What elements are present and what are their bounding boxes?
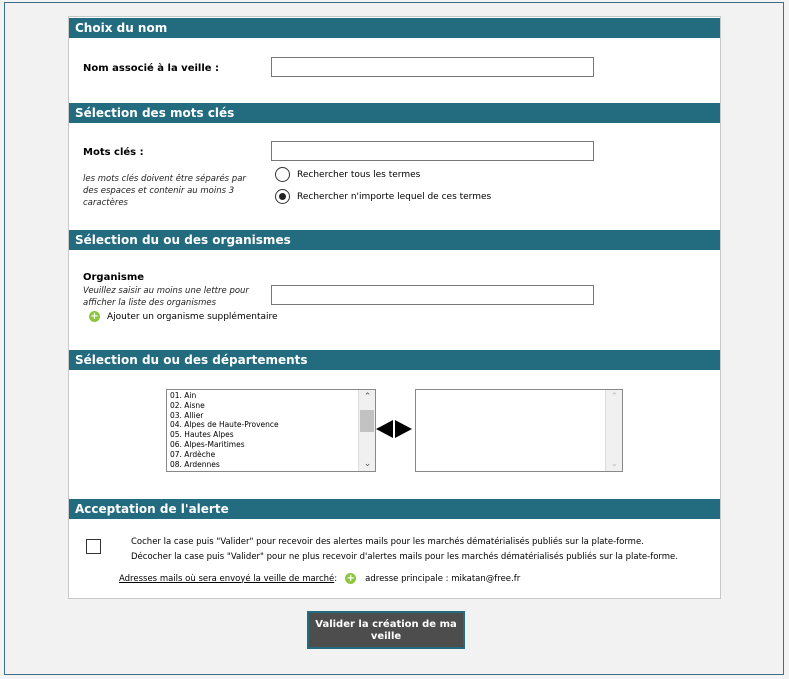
add-organisme-link[interactable] xyxy=(89,311,278,322)
departement-option[interactable]: 05. Hautes Alpes xyxy=(170,430,234,440)
alerte-line-2: Décocher la case puis "Valider" pour ne plus recevoir d'alertes mails pour les marchés dématérialisés publiés sur la plate-forme. xyxy=(131,552,678,562)
departement-option[interactable]: 04. Alpes de Haute-Provence xyxy=(170,420,279,430)
move-arrows xyxy=(376,420,412,438)
radio-tous-termes[interactable] xyxy=(275,167,420,182)
departement-option[interactable]: 01. Ain xyxy=(170,391,197,400)
scroll-up-icon[interactable]: ⌃ xyxy=(610,392,619,402)
radio-nimporte-terme[interactable] xyxy=(275,189,491,204)
scroll-down-icon[interactable]: ⌄ xyxy=(363,459,372,469)
radio-button[interactable] xyxy=(275,167,290,182)
section-header-nom: Choix du nom xyxy=(69,17,720,38)
alerte-checkbox[interactable] xyxy=(86,539,101,554)
section-header-departements: Sélection du ou des départements xyxy=(69,349,720,370)
scroll-up-icon[interactable]: ⌃ xyxy=(363,392,372,402)
mots-cles-label: Mots clés : xyxy=(83,147,144,158)
list-scrollbar[interactable] xyxy=(358,390,375,471)
section-header-mots-cles: Sélection des mots clés xyxy=(69,102,720,123)
mots-cles-hint: les mots clés doivent être séparés par des espaces et contenir au moins 3 caractères xyxy=(83,174,246,208)
departement-option[interactable]: 08. Ardennes xyxy=(170,459,220,469)
list-scrollbar[interactable] xyxy=(605,390,622,471)
section-header-alerte: Acceptation de l'alerte xyxy=(69,498,720,519)
nom-input[interactable] xyxy=(271,57,594,77)
alerte-line-1: Cocher la case puis "Valider" pour recevoir des alertes mails pour les marchés dématérialisés publiés sur la plate-forme. xyxy=(131,537,644,547)
organisme-label: Organisme xyxy=(83,272,145,283)
organisme-hint: Veuillez saisir au moins une lettre pour afficher la liste des organismes xyxy=(83,286,249,308)
radio-button-checked[interactable] xyxy=(275,189,290,204)
arrow-left-icon[interactable] xyxy=(376,420,393,438)
organisme-input[interactable] xyxy=(271,285,594,305)
departement-option[interactable]: 07. Ardèche xyxy=(170,449,216,459)
departements-available-list[interactable] xyxy=(166,389,376,472)
departement-option[interactable]: 06. Alpes-Maritimes xyxy=(170,439,245,449)
add-email-icon[interactable]: + xyxy=(346,573,355,584)
radio-label: Rechercher n'importe lequel de ces termes xyxy=(297,191,492,202)
arrow-right-icon[interactable] xyxy=(395,420,412,438)
add-icon: + xyxy=(90,311,99,322)
mots-cles-input[interactable] xyxy=(271,141,594,161)
scroll-thumb[interactable] xyxy=(360,410,374,432)
form-panel xyxy=(68,16,721,599)
add-organisme-label: Ajouter un organisme supplémentaire xyxy=(107,311,278,322)
emails-row xyxy=(119,573,520,584)
departement-option[interactable]: 03. Allier xyxy=(170,410,204,420)
section-header-organismes: Sélection du ou des organismes xyxy=(69,229,720,250)
emails-label: Adresses mails où sera envoyé la veille de marché xyxy=(119,573,335,584)
departement-option[interactable]: 02. Aisne xyxy=(170,400,205,410)
nom-label: Nom associé à la veille : xyxy=(83,63,220,74)
scroll-down-icon[interactable]: ⌄ xyxy=(610,459,619,469)
emails-sep: : xyxy=(334,573,338,584)
departements-selected-list[interactable] xyxy=(415,389,623,472)
main-address: adresse principale : mikatan@free.fr xyxy=(365,573,521,584)
submit-button[interactable]: Valider la création de ma veille xyxy=(307,611,465,649)
radio-label: Rechercher tous les termes xyxy=(297,169,421,180)
